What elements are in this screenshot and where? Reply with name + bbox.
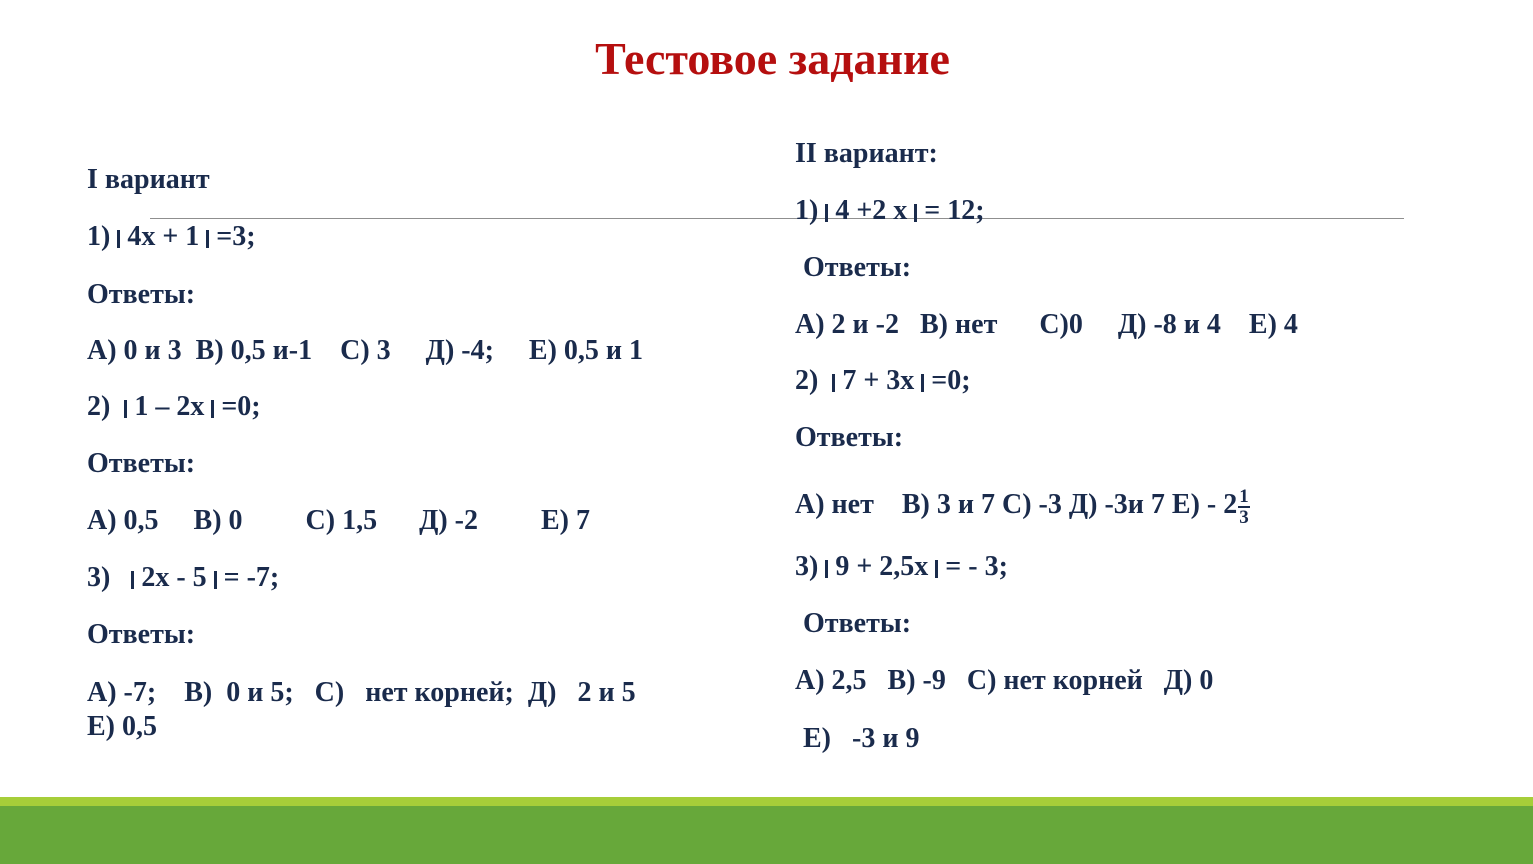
v2-q1-expression: 4 +2 x <box>835 195 908 226</box>
abs-bar-left <box>124 400 127 418</box>
v1-q2-expression: 1 – 2x <box>134 391 205 422</box>
v2-question-1 <box>795 194 985 227</box>
v2-q1-answers: А) 2 и -2 В) нет С)0 Д) -8 и 4 Е) 4 <box>795 309 1298 340</box>
v2-q3-expression: 9 + 2,5x <box>835 551 929 582</box>
v1-q3-answers-line-2: Е) 0,5 <box>87 711 157 742</box>
footer-band-light <box>0 797 1533 806</box>
v2-q2-expression: 7 + 3x <box>842 365 915 396</box>
v2-q2-number: 2) <box>795 365 819 396</box>
v1-q3-rhs: = -7; <box>223 562 280 593</box>
v1-q3-expression: 2x - 5 <box>141 562 207 593</box>
v1-q2-answers: А) 0,5 В) 0 С) 1,5 Д) -2 Е) 7 <box>87 505 591 536</box>
v1-q3-number: 3) <box>87 562 111 593</box>
abs-bar-right <box>211 400 214 418</box>
v1-q1-answers: А) 0 и 3 В) 0,5 и-1 С) 3 Д) -4; Е) 0,5 и 1 <box>87 335 644 366</box>
variant-1-heading: I вариант <box>87 164 210 195</box>
v2-q3-answers-label: Ответы: <box>803 608 912 639</box>
fraction-one-third <box>1238 487 1250 527</box>
footer-band-dark <box>0 806 1533 864</box>
v1-question-3 <box>87 561 279 594</box>
v1-q2-number: 2) <box>87 391 111 422</box>
title-divider <box>150 218 1404 219</box>
v1-q1-number: 1) <box>87 221 111 252</box>
variant-2-heading: II вариант: <box>795 138 938 169</box>
v2-q2-answers-text: А) нет В) 3 и 7 С) -3 Д) -3и 7 Е) - 2 <box>795 489 1238 520</box>
slide-title: Тестовое задание <box>595 33 950 84</box>
abs-bar-left <box>117 230 120 248</box>
v2-q2-answers-label: Ответы: <box>795 422 904 453</box>
v1-q1-rhs: =3; <box>216 221 256 252</box>
v2-q1-answers-label: Ответы: <box>803 252 912 283</box>
v2-question-3 <box>795 550 1008 583</box>
fraction-numerator: 1 <box>1239 486 1249 507</box>
v2-q3-answers-line-1: А) 2,5 В) -9 С) нет корней Д) 0 <box>795 665 1214 696</box>
v2-q3-number: 3) <box>795 551 819 582</box>
v2-q1-number: 1) <box>795 195 819 226</box>
v1-q1-expression: 4x + 1 <box>127 221 200 252</box>
v2-q1-rhs: = 12; <box>924 195 985 226</box>
abs-bar-left <box>825 204 828 222</box>
v2-q2-rhs: =0; <box>931 365 971 396</box>
v1-q1-answers-label: Ответы: <box>87 279 196 310</box>
v2-question-2 <box>795 364 971 397</box>
abs-bar-left <box>825 560 828 578</box>
fraction-denominator: 3 <box>1239 507 1249 528</box>
abs-bar-right <box>914 204 917 222</box>
v1-q2-rhs: =0; <box>221 391 261 422</box>
abs-bar-right <box>921 374 924 392</box>
abs-bar-right <box>214 571 217 589</box>
v1-question-1 <box>87 220 256 253</box>
v2-q2-answers <box>795 487 1250 527</box>
v2-q3-rhs: = - 3; <box>945 551 1008 582</box>
abs-bar-right <box>206 230 209 248</box>
v1-q3-answers-line-1: А) -7; В) 0 и 5; С) нет корней; Д) 2 и 5 <box>87 677 636 708</box>
abs-bar-right <box>935 560 938 578</box>
v2-q3-answers-line-2: Е) -3 и 9 <box>803 723 920 754</box>
v1-q2-answers-label: Ответы: <box>87 448 196 479</box>
v1-q3-answers-label: Ответы: <box>87 619 196 650</box>
v1-question-2 <box>87 390 261 423</box>
abs-bar-left <box>832 374 835 392</box>
abs-bar-left <box>131 571 134 589</box>
